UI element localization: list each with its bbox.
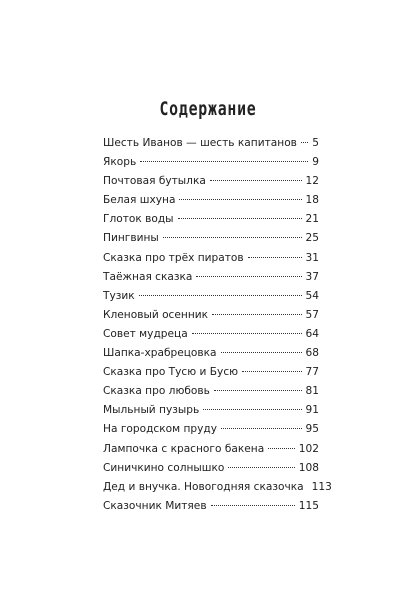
toc-entry-title: На городском пруду — [103, 423, 217, 436]
dot-leader — [268, 448, 295, 449]
toc-entry-page-number: 95 — [305, 423, 319, 436]
dot-leader — [210, 180, 302, 181]
dot-leader — [242, 371, 301, 372]
toc-entry-page-number: 25 — [305, 232, 319, 245]
toc-entry — [103, 191, 319, 210]
toc-entry — [103, 382, 319, 401]
toc-entry-title: Глоток воды — [103, 213, 174, 226]
dot-leader — [140, 161, 308, 162]
toc-entry-title: Якорь — [103, 156, 137, 169]
dot-leader — [178, 218, 302, 219]
toc-entry-page-number: 91 — [305, 404, 319, 417]
toc-entry-page-number: 64 — [305, 327, 319, 340]
toc-entry — [103, 306, 319, 325]
toc-entry — [103, 420, 319, 439]
toc-entry-title: Тузик — [103, 289, 135, 302]
toc-entry — [103, 153, 319, 172]
toc-entry-title: Почтовая бутылка — [103, 175, 206, 188]
dot-leader — [301, 142, 308, 143]
dot-leader — [196, 276, 301, 277]
toc-entry-page-number: 12 — [305, 175, 319, 188]
dot-leader — [163, 237, 302, 238]
toc-entry-page-number: 21 — [305, 213, 319, 226]
toc-entry-title: Сказка про Тусю и Бусю — [103, 366, 239, 379]
toc-entry-page-number: 57 — [305, 308, 319, 321]
toc-entry-page-number: 102 — [298, 442, 319, 455]
dot-leader — [211, 505, 295, 506]
toc-entry-page-number: 54 — [305, 289, 319, 302]
toc-entry-title: Сказка про трёх пиратов — [103, 251, 244, 264]
toc-entry-page-number: 37 — [305, 270, 319, 283]
toc-entry-page-number: 9 — [312, 156, 319, 169]
toc-entry-title: Кленовый осенник — [103, 308, 209, 321]
dot-leader — [192, 333, 302, 334]
toc-entry — [103, 344, 319, 363]
toc-entry — [103, 440, 319, 459]
toc-entry-title: Таёжная сказка — [103, 270, 193, 283]
toc-entry — [103, 134, 319, 153]
dot-leader — [212, 314, 301, 315]
toc-entry — [103, 287, 319, 306]
dot-leader — [221, 428, 302, 429]
toc-entry-title: Пингвины — [103, 232, 159, 245]
dot-leader — [179, 199, 301, 200]
toc-entry-title: Совет мудреца — [103, 327, 188, 340]
toc-entry-page-number: 18 — [305, 194, 319, 207]
toc-entry-title: Синичкино солнышко — [103, 461, 225, 474]
toc-entry-page-number: 115 — [298, 499, 319, 512]
toc-entry-title: Белая шхуна — [103, 194, 176, 207]
toc-entry-title: Сказка про любовь — [103, 385, 210, 398]
toc-entry — [103, 268, 319, 287]
toc-entry — [103, 229, 319, 248]
toc-entry-title: Сказочник Митяев — [103, 499, 207, 512]
toc-list — [103, 134, 332, 516]
toc-entry-page-number: 5 — [312, 137, 319, 149]
toc-entry — [103, 459, 319, 478]
toc-entry — [103, 325, 319, 344]
toc-entry-title: Дед и внучка. Новогодняя сказочка — [103, 480, 304, 493]
toc-entry-title: Мыльный пузырь — [103, 404, 200, 417]
toc-entry-title: Шесть Иванов — шесть капитанов — [103, 137, 297, 149]
toc-entry-page-number: 108 — [298, 461, 319, 474]
toc-entry — [103, 172, 319, 191]
toc-entry-page-number: 77 — [305, 366, 319, 379]
toc-entry-title: Лампочка с красного бакена — [103, 442, 265, 455]
dot-leader — [248, 257, 302, 258]
toc-entry — [103, 478, 332, 497]
toc-entry — [103, 497, 319, 516]
toc-entry-page-number: 31 — [305, 251, 319, 264]
toc-entry — [103, 249, 319, 268]
dot-leader — [214, 390, 302, 391]
toc-entry — [103, 363, 319, 382]
toc-entry — [103, 210, 319, 229]
toc-heading: Содержание — [159, 98, 257, 120]
dot-leader — [228, 467, 294, 468]
toc-entry-page-number: 113 — [311, 480, 332, 493]
toc-entry-page-number: 81 — [305, 385, 319, 398]
toc-entry — [103, 401, 319, 420]
dot-leader — [221, 352, 302, 353]
dot-leader — [139, 295, 302, 296]
toc-entry-page-number: 68 — [305, 347, 319, 360]
toc-entry-title: Шапка-храбрецовка — [103, 347, 217, 360]
dot-leader — [203, 409, 301, 410]
